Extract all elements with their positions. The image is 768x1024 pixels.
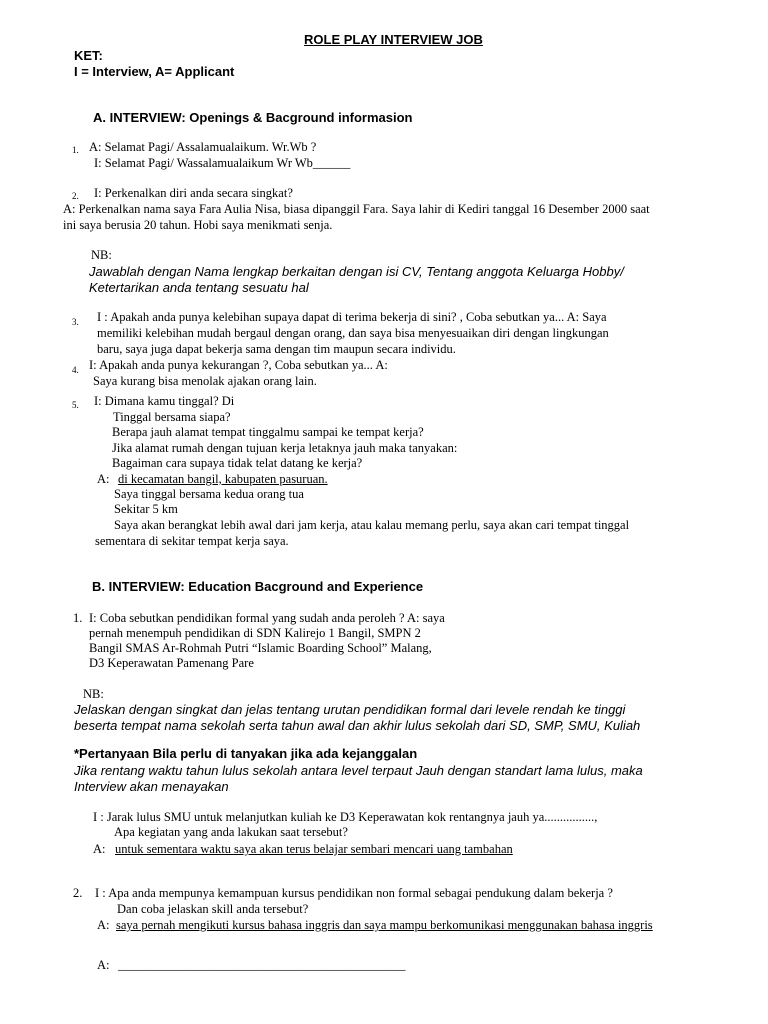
question-number: 2. — [73, 886, 83, 900]
answer-line: D3 Keperawatan Pamenang Pare — [89, 656, 254, 670]
ket-label: KET: — [74, 48, 103, 63]
page-title: ROLE PLAY INTERVIEW JOB — [304, 32, 483, 47]
answer-line: pernah menempuh pendidikan di SDN Kalirejo 1 Bangil, SMPN 2 — [89, 626, 421, 640]
question-number: 4. — [72, 365, 79, 375]
answer-line: A: Perkenalkan nama saya Fara Aulia Nisa, biasa dipanggil Fara. Saya lahir di Kediri tanggal 16 Desember 2000 saat — [63, 202, 650, 216]
question-text: I: Apakah anda punya kekurangan ?, Coba sebutkan ya... A: — [89, 358, 388, 372]
nb-text: beserta tempat nama sekolah serta tahun awal dan akhir lulus sekolah dari SD, SMP, SMU, Kuliah — [74, 718, 641, 733]
question-number: 5. — [72, 400, 79, 410]
nb-label: NB: — [83, 687, 104, 701]
question-text: Tinggal bersama siapa? — [113, 410, 231, 424]
note-text: Jika rentang waktu tahun lulus sekolah antara level terpaut Jauh dengan standart lama lulus, maka — [74, 763, 643, 778]
question-text: baru, saya juga dapat bekerja sama dengan tim maupun secara individu. — [97, 342, 456, 356]
question-text: Dan coba jelaskan skill anda tersebut? — [117, 902, 309, 916]
question-text: Berapa jauh alamat tempat tinggalmu sampai ke tempat kerja? — [112, 425, 424, 439]
question-text: I : Apa anda mempunya kemampuan kursus pendidikan non formal sebagai pendukung dalam bekerja ? — [95, 886, 613, 900]
question-text: I : Apakah anda punya kelebihan supaya dapat di terima bekerja di sini? , Coba sebutkan ya... A: Saya — [97, 310, 607, 324]
answer-line: Saya akan berangkat lebih awal dari jam kerja, atau kalau memang perlu, saya akan cari tempat tinggal — [114, 518, 630, 532]
answer-line: Bangil SMAS Ar-Rohmah Putri “Islamic Boarding School” Malang, — [89, 641, 432, 655]
answer-line: Sekitar 5 km — [114, 502, 178, 516]
question-text: memiliki kelebihan mudah bergaul dengan orang, dan saya bisa menyesuaikan diri dengan lingkungan — [97, 326, 609, 340]
question-number: 2. — [72, 191, 79, 201]
nb-text: Jelaskan dengan singkat dan jelas tentang urutan pendidikan formal dari levele rendah ke tinggi — [74, 702, 626, 717]
question-text: I: Perkenalkan diri anda secara singkat? — [94, 186, 293, 200]
answer-line: saya pernah mengikuti kursus bahasa inggris dan saya mampu berkomunikasi menggunakan bahasa inggris — [116, 918, 653, 932]
answer-line: Saya tinggal bersama kedua orang tua — [114, 487, 304, 501]
answer-line: A: Selamat Pagi/ Assalamualaikum. Wr.Wb ? — [89, 140, 317, 154]
answer-label: A: — [97, 472, 110, 486]
nb-text: Ketertarikan anda tentang sesuatu hal — [89, 280, 309, 295]
question-text: I : Jarak lulus SMU untuk melanjutkan kuliah ke D3 Keperawatan kok rentangnya jauh ya................, — [93, 810, 598, 824]
question-number: 1. — [73, 611, 83, 625]
question-text: Jika alamat rumah dengan tujuan kerja letaknya jauh maka tanyakan: — [112, 441, 458, 455]
interview-line: I: Selamat Pagi/ Wassalamualaikum Wr Wb______ — [94, 156, 351, 170]
question-number: 1. — [72, 145, 79, 155]
section-b-heading: B. INTERVIEW: Education Bacground and Experience — [92, 579, 424, 594]
answer-line: di kecamatan bangil, kabupaten pasuruan. — [118, 472, 328, 486]
section-a-heading: A. INTERVIEW: Openings & Bacground informasion — [93, 110, 413, 125]
answer-line: untuk sementara waktu saya akan terus belajar sembari mencari uang tambahan — [115, 842, 513, 856]
note-text: Interview akan menayakan — [74, 779, 229, 794]
answer-line: Saya kurang bisa menolak ajakan orang lain. — [93, 374, 317, 388]
nb-text: Jawablah dengan Nama lengkap berkaitan dengan isi CV, Tentang anggota Keluarga Hobby/ — [89, 264, 624, 279]
note-heading: *Pertanyaan Bila perlu di tanyakan jika ada kejanggalan — [74, 746, 418, 761]
answer-label: A: — [93, 842, 106, 856]
ket-description: I = Interview, A= Applicant — [74, 64, 235, 79]
answer-label: A: — [97, 918, 110, 932]
question-text: Bagaiman cara supaya tidak telat datang ke kerja? — [112, 456, 363, 470]
question-text: Apa kegiatan yang anda lakukan saat tersebut? — [114, 825, 348, 839]
answer-label: A: — [97, 958, 110, 972]
answer-line: sementara di sekitar tempat kerja saya. — [95, 534, 289, 548]
answer-line: ini saya berusia 20 tahun. Hobi saya menikmati senja. — [63, 218, 333, 232]
question-text: I: Coba sebutkan pendidikan formal yang sudah anda peroleh ? A: saya — [89, 611, 445, 625]
question-text: I: Dimana kamu tinggal? Di — [94, 394, 235, 408]
answer-blank-line: ______________________________________________ — [118, 958, 406, 972]
question-number: 3. — [72, 317, 79, 327]
nb-label: NB: — [91, 248, 112, 262]
